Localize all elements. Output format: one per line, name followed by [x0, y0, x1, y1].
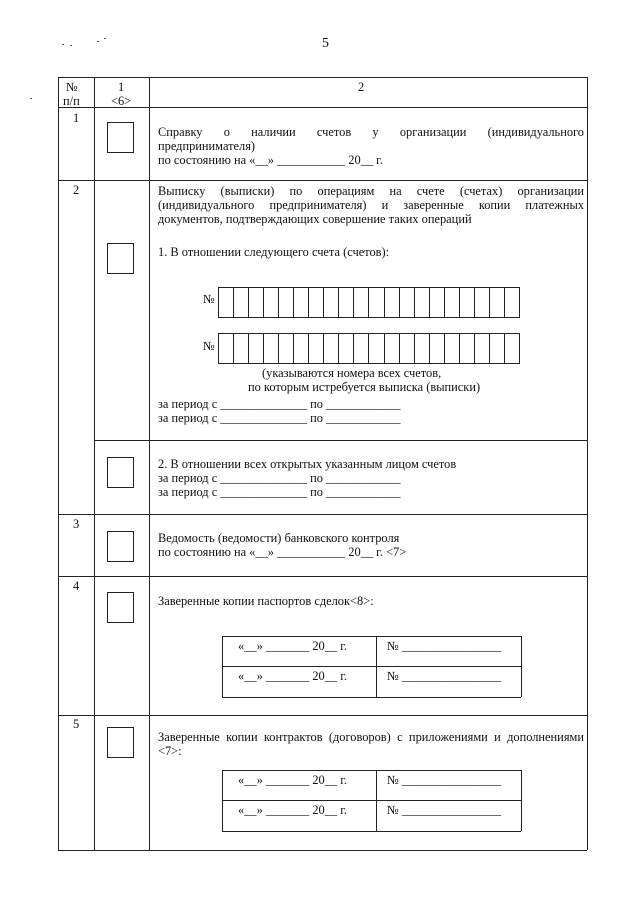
deal-number: № ________________ [387, 639, 502, 653]
account-number-label: № [203, 339, 215, 353]
row-number: 4 [73, 579, 80, 593]
accounts-note: по которым истребуется выписка (выписки) [248, 380, 481, 394]
row-2-accounts-checkbox[interactable] [107, 243, 134, 274]
scan-speck [30, 98, 32, 99]
contract-number: № ________________ [387, 773, 502, 787]
header-col-no-sub: п/п [63, 94, 80, 108]
accounts-note: (указываются номера всех счетов, [262, 366, 442, 380]
deal-date: «__» _______ 20__ г. [238, 639, 348, 653]
account-number-grid[interactable] [218, 333, 520, 364]
row-2-text-line: (индивидуального предпринимателя) и заверенные копии платежных [158, 198, 584, 212]
row-3-date-line: по состоянию на «__» ___________ 20__ г. <7> [158, 545, 407, 559]
row-1-text-line: предпринимателя) [158, 139, 256, 153]
page-number: 5 [322, 36, 329, 51]
row-1-text-line: Справку о наличии счетов у организации (индивидуального [158, 125, 584, 139]
period-line: за период с ______________ по ____________ [158, 411, 401, 425]
header-col-2: 2 [358, 80, 365, 94]
row-3-checkbox[interactable] [107, 531, 134, 562]
row-1-date-line: по состоянию на «__» ___________ 20__ г. [158, 153, 383, 167]
header-col-1: 1 [118, 80, 125, 94]
row-2-all-accounts-checkbox[interactable] [107, 457, 134, 488]
deal-date: «__» _______ 20__ г. [238, 669, 348, 683]
row-1-checkbox[interactable] [107, 122, 134, 153]
period-line: за период с ______________ по ____________ [158, 471, 401, 485]
contract-date: «__» _______ 20__ г. [238, 773, 348, 787]
header-col-no: № [66, 80, 78, 94]
contract-number: № ________________ [387, 803, 502, 817]
row-number: 5 [73, 717, 80, 731]
period-line: за период с ______________ по ____________ [158, 485, 401, 499]
row-number: 3 [73, 517, 80, 531]
row-5-text-line: Заверенные копии контрактов (договоров) с приложениями и дополнениями [158, 730, 584, 744]
scan-speck [104, 38, 106, 39]
account-number-grid[interactable] [218, 287, 520, 318]
row-2-text-line: документов, подтверждающих совершение таких операций [158, 212, 472, 226]
row-number: 2 [73, 183, 80, 197]
deal-number: № ________________ [387, 669, 502, 683]
period-line: за период с ______________ по ____________ [158, 397, 401, 411]
contract-date: «__» _______ 20__ г. [238, 803, 348, 817]
row-4-text-line: Заверенные копии паспортов сделок<8>: [158, 594, 374, 608]
account-number-label: № [203, 292, 215, 306]
row-2-sub2-title: 2. В отношении всех открытых указанным лицом счетов [158, 457, 457, 471]
row-3-text-line: Ведомость (ведомости) банковского контроля [158, 531, 400, 545]
row-5-text-line: <7>: [158, 744, 182, 758]
header-col-1-sub: <6> [111, 94, 132, 108]
row-2-sub1-title: 1. В отношении следующего счета (счетов): [158, 245, 390, 259]
row-5-checkbox[interactable] [107, 727, 134, 758]
row-2-text-line: Выписку (выписки) по операциям на счете (счетах) организации [158, 184, 584, 198]
scan-speck [70, 45, 72, 46]
scan-speck [97, 41, 99, 42]
row-number: 1 [73, 111, 80, 125]
scan-speck [62, 44, 64, 45]
row-4-checkbox[interactable] [107, 592, 134, 623]
